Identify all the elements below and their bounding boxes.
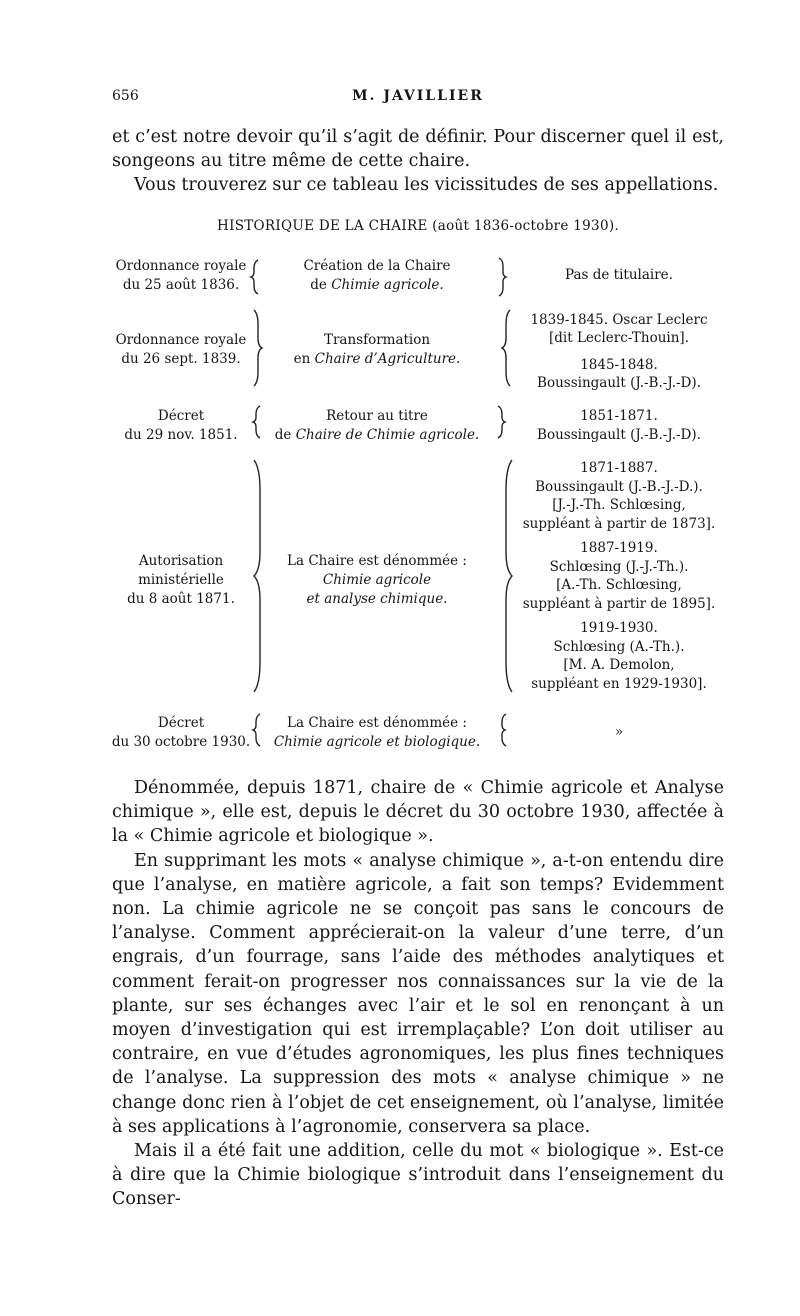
status-line: de Chimie agricole. [310, 277, 444, 293]
act-line: du 29 nov. 1851. [124, 427, 238, 443]
holder-line: [J.-J.-Th. Schlœsing, [552, 497, 686, 513]
intro-paragraph-1: et c’est notre devoir qu’il s’agit de définir. Pour discerner quel il est, songeons au titre même de cette chaire. [112, 127, 724, 172]
intro-paragraph-2: Vous trouverez sur ce tableau les vicissitudes de ses appellations. [134, 175, 719, 196]
holder-line: 1887-1919. [580, 540, 658, 556]
table-title: HISTORIQUE DE LA CHAIRE (août 1836-octobre 1930). [217, 218, 619, 234]
holder-line: [M. A. Demolon, [563, 657, 675, 673]
page-number: 656 [112, 88, 139, 104]
status-line: en Chaire d’Agriculture. [293, 351, 461, 367]
brace-icon [253, 714, 260, 746]
brace-icon [506, 460, 512, 692]
chair-name: Chimie agricole et biologique. [273, 734, 481, 750]
holder-line: [A.-Th. Schlœsing, [556, 577, 682, 593]
body-paragraph-3: Mais il a été fait une addition, celle du mot « biologique ». Est-ce à dire que la Chimie biologique s’introduit dans l’enseignement du Conser- [112, 1141, 724, 1210]
holder-line: 1839-1845. Oscar Leclerc [530, 312, 708, 328]
holder-line: Boussingault (J.-B.-J.-D). [537, 375, 701, 391]
holder-line: Schlœsing (J.-J.-Th.). [549, 558, 689, 575]
brace-icon [254, 460, 260, 692]
holder-line: » [614, 724, 624, 740]
brace-icon [254, 310, 262, 386]
holder-line: suppléant à partir de 1873]. [522, 515, 716, 532]
status-line: Création de la Chaire [303, 258, 451, 274]
chair-name: Chaire d’Agriculture. [314, 351, 461, 367]
holder-line: [dit Leclerc-Thouin]. [549, 330, 689, 346]
status-line: de Chaire de Chimie agricole. [274, 427, 480, 443]
brace-icon [502, 310, 510, 386]
holder-line: suppléant à partir de 1895]. [522, 595, 716, 612]
running-title: M. JAVILLIER [352, 88, 484, 104]
body-paragraph-2: En supprimant les mots « analyse chimique », a-t-on entendu dire que l’analyse, en matière agricole, a fait son temps? Evidemment non. La chimie agricole ne se conçoit pas sans le concours de l’analyse. Comment apprécierait-on la valeur d’une terre, d’un engrais, d’un fourrage, sans l’aide des méthodes analytiques et comment ferait-on progresser nos connaissances sur la vie de la plante, sur ses échanges avec l’air et le sol en renonçant à un moyen d’investigation qui est irremplaçable? L’on doit utiliser au contraire, en vue d’études agronomiques, les plus fines techniques de l’analyse. La suppression des mots « analyse chimique » ne change donc rien à l’objet de cet enseignement, où l’analyse, limitée à ses applications à l’agronomie, conservera sa place. [112, 850, 724, 1137]
act-line: Ordonnance royale [115, 258, 247, 274]
act-line: Ordonnance royale [115, 332, 247, 348]
holder-line: suppléant en 1929-1930]. [531, 675, 707, 692]
holder-line: Boussingault (J.-B.-J.-D.). [535, 478, 703, 495]
chair-name: et analyse chimique. [306, 591, 448, 607]
holder-line: Pas de titulaire. [565, 267, 673, 283]
brace-icon [253, 406, 260, 438]
brace-icon [502, 714, 506, 746]
holder-line: Boussingault (J.-B.-J.-D). [537, 427, 701, 443]
holder-line: 1851-1871. [580, 408, 658, 424]
holder-line: 1845-1848. [580, 357, 658, 373]
brace-icon [499, 258, 506, 296]
act-line: du 26 sept. 1839. [121, 351, 241, 367]
act-line: Autorisation [138, 553, 224, 569]
act-line: ministérielle [138, 572, 224, 588]
status-line: La Chaire est dénommée : [287, 553, 467, 569]
status-line: La Chaire est dénommée : [287, 715, 467, 731]
holder-line: 1871-1887. [580, 460, 658, 476]
act-line: du 25 août 1836. [122, 277, 240, 293]
brace-icon [498, 406, 505, 438]
chair-name: Chaire de Chimie agricole. [295, 427, 480, 443]
holder-line: 1919-1930. [580, 620, 658, 636]
brace-icon [251, 260, 258, 294]
body-paragraphs [112, 776, 724, 1212]
body-paragraph-1: Dénommée, depuis 1871, chaire de « Chimie agricole et Analyse chimique », elle est, depuis le décret du 30 octobre 1930, affectée à la « Chimie agricole et biologique ». [112, 778, 724, 847]
act-line: Décret [157, 715, 205, 731]
chair-name: Chimie agricole [322, 572, 432, 588]
act-line: du 8 août 1871. [127, 591, 235, 607]
status-line: Transformation [323, 332, 431, 348]
act-line: Décret [157, 408, 205, 424]
holder-line: Schlœsing (A.-Th.). [553, 638, 685, 655]
act-line: du 30 octobre 1930. [111, 734, 251, 750]
chair-name: Chimie agricole. [331, 277, 444, 293]
status-line: Retour au titre [326, 408, 428, 424]
